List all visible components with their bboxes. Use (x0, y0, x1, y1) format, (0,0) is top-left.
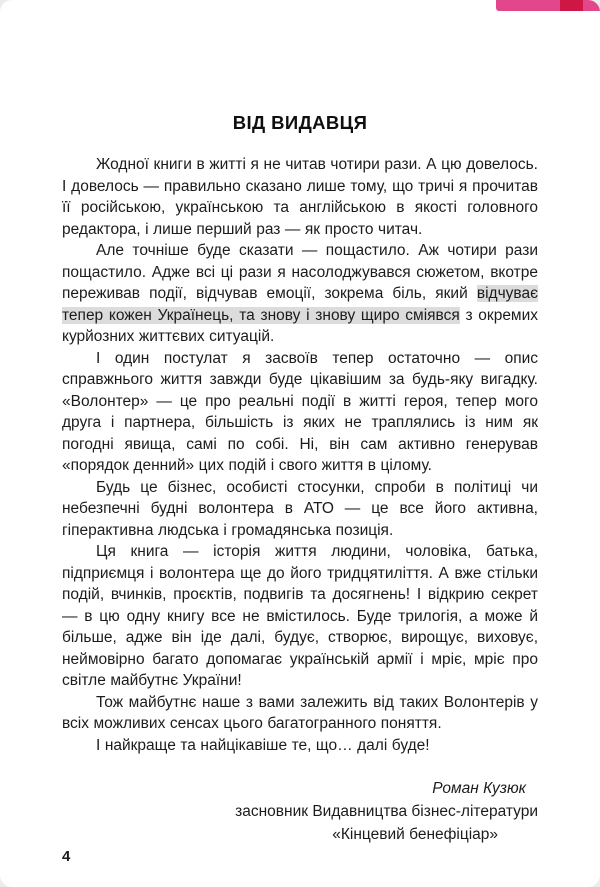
paragraph: Ця книга — історія життя людини, чоловіка, батька, підприємця і волонтера ще до його тридцятиліття. А вже стільки подій, вчинків, проєктів, подвигів та досягнень! І відкрию секрет — в цю одну книгу все не вмістилось. Буде трилогія, а може й більше, адже він іде далі, будує, створює, вирощує, виховує, неймовірно багато допомагає українській армії і мріє, мріє про світле майбутнє України! (62, 543, 538, 689)
page-number: 4 (62, 848, 71, 865)
signature-organization: «Кінцевий бенефіціар» (332, 826, 498, 843)
highlighted-text: відчуває тепер кожен Українець, та знову і знову щиро сміявся (62, 285, 538, 324)
paragraph-text: Але точніше буде сказати — пощастило. Аж чотири рази пощастило. Адже всі ці рази я насолоджувався сюжетом, вкотре переживав події, відчував емоції, зокрема біль, який (62, 242, 538, 302)
header-accent-fragment (496, 0, 600, 11)
header-accent-segment (560, 0, 583, 11)
page-content (62, 0, 538, 846)
paragraph: І найкраще та найцікавіше те, що… далі буде! (96, 736, 430, 754)
paragraph-text: з окремих курйозних життєвих ситуацій. (62, 306, 538, 345)
signature-block (62, 777, 538, 846)
paragraph: Будь це бізнес, особисті стосунки, спроби в політиці чи небезпечні будні волонтера в АТО — це все його активна, гіперактивна людська і громадянська позиція. (62, 478, 538, 539)
signature-author: Роман Кузюк (432, 780, 526, 797)
page-title: ВІД ВИДАВЦЯ (232, 112, 368, 133)
signature-role: засновник Видавництва бізнес-літератури (235, 803, 538, 820)
paragraph: Тож майбутнє наше з вами залежить від таких Волонтерів у всіх можливих сенсах цього багатогранного поняття. (62, 693, 538, 732)
paragraph (62, 240, 538, 348)
paragraph: Жодної книги в житті я не читав чотири рази. А цю довелось. І довелось — правильно сказано лише тому, що тричі я прочитав її російською, українською та англійською в якості головного редактора, і лише перший раз — як просто читач. (62, 156, 538, 238)
paragraph: І один постулат я засвоїв тепер остаточно — опис справжнього життя завжди буде цікавішим за будь-яку вигадку. «Волонтер» — це про реальні події в житті героя, тепер мого друга і партнера, більшість із яких не траплялись із ним як погодні явища, самі по собі. Ні, він сам активно генерував «порядок денний» цих подій і свого життя в цілому. (62, 349, 538, 474)
